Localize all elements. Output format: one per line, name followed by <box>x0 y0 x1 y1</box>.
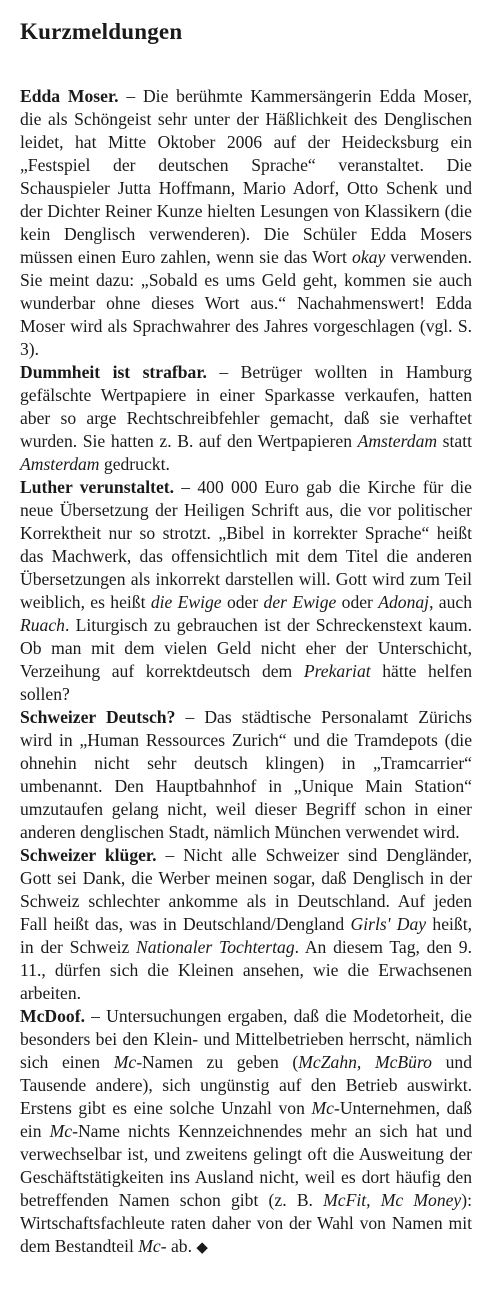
article-emphasis: Amsterdam <box>20 454 100 474</box>
article-text: ): Wirtschaftsfachleute raten daher von der Wahl von Namen mit dem Bestandteil <box>20 1190 472 1256</box>
article-text: – Betrüger wollten in Hamburg gefälschte Wertpapiere in einer Sparkasse verkaufen, hatten aber so arge Rechtschreibfehler gemacht, daß sie verhaftet wurden. Sie hatten z. B. auf den Wertpapieren <box>20 362 472 451</box>
article-text: – Untersuchungen ergaben, daß die Modetorheit, die besonders bei den Klein- und Mittelbetrieben herrscht, nämlich sich einen <box>20 1006 472 1072</box>
article-emphasis: der Ewige <box>263 592 337 612</box>
page-title: Kurzmeldungen <box>20 19 183 44</box>
article-text: -Unternehmen, daß ein <box>20 1098 473 1141</box>
article-text: verwenden. Sie meint dazu: „Sobald es ums Geld geht, kommen sie auch wunderbar ohne dieses Wort aus.“ Nachahmenswert! Edda Moser wird als Sprachwahrer des Jahres vorgeschlagen (vgl. S. 3). <box>20 247 472 359</box>
article-emphasis: Ruach <box>20 615 65 635</box>
end-mark-icon: ◆ <box>196 1240 208 1256</box>
article-luther <box>20 476 472 706</box>
article-emphasis: Mc <box>49 1121 73 1141</box>
article-headline: Edda Moser. <box>20 86 119 106</box>
article-text: , auch <box>429 592 473 612</box>
article-text: oder <box>221 592 264 612</box>
article-headline: Luther verunstaltet. <box>20 477 175 497</box>
article-text: und Tausende andere), sich ungünstig auf den Betrieb auswirkt. Erstens gibt es eine solche Unzahl von <box>20 1052 473 1118</box>
article-text: – Die berühmte Kammersängerin Edda Moser, die als Schöngeist sehr unter der Häßlichkeit des Denglischen leidet, hat Mitte Oktober 2006 auf der Heidecksburg ein „Festspiel der deutschen Sprache“ veranstaltet. Die Schauspieler Jutta Hoffmann, Mario Adorf, Otto Schenk und der Dichter Reiner Kunze hielten Lesungen von Klassikern (die kein Denglisch verwenderen). Die Schüler Edda Mosers müssen einen Euro zahlen, wenn sie das Wort <box>20 86 472 267</box>
article-text: gedruckt. <box>99 454 170 474</box>
article-emphasis: Mc <box>311 1098 334 1118</box>
article-emphasis: McFit, Mc Money <box>323 1190 462 1210</box>
article-text: . An diesem Tag, den 9. 11., dürfen sich die Kleinen ansehen, wie die Erwachsenen arbeiten. <box>20 937 472 1003</box>
article-mcdoof <box>20 1005 472 1260</box>
article-text: . Liturgisch zu gebrauchen ist der Schreckenstext kaum. Ob man mit dem vielen Geld nicht eher der Unterschicht, Verzeihung auf korrektdeutsch dem <box>20 615 472 681</box>
article-schweizer-deutsch <box>20 706 472 844</box>
article-emphasis: Prekariat <box>303 661 371 681</box>
article-text: oder <box>336 592 379 612</box>
article-text: -Namen zu geben ( <box>136 1052 299 1072</box>
article-headline: McDoof. <box>20 1006 85 1026</box>
article-emphasis: die Ewige <box>150 592 222 612</box>
article-text: statt <box>437 431 473 451</box>
article-text: – Nicht alle Schweizer sind Dengländer, Gott sei Dank, die Werber meinen sogar, daß Denglisch in der Schweiz schlechter ankomme als in Deutschland. Auf jeden Fall heißt das, was in Deutschland/Dengland <box>20 845 473 934</box>
article-text: - ab. <box>160 1236 197 1256</box>
article-edda-moser <box>20 85 472 361</box>
article-emphasis: Nationaler Tochtertag <box>136 937 295 957</box>
article-emphasis: Adonaj <box>378 592 430 612</box>
article-emphasis: Mc <box>113 1052 137 1072</box>
article-dummheit <box>20 361 472 476</box>
article-schweizer-klueger <box>20 844 472 1005</box>
article-emphasis: Mc <box>138 1236 161 1256</box>
article-emphasis: McZahn, McBüro <box>298 1052 432 1072</box>
article-text: heißt, in der Schweiz <box>20 914 472 957</box>
article-headline: Schweizer klüger. <box>20 845 157 865</box>
document-page <box>20 18 472 1260</box>
article-text: – Das städtische Personalamt Zürichs wird in „Human Ressources Zurich“ und die Tramdepots (die ohnehin nicht sehr deutsch klingen) in „Tramcarrier“ umbenannt. Den Hauptbahnhof in „Unique Main Station“ umzutaufen gelang nicht, weil dieser Begriff schon in einer anderen denglischen Stadt, nämlich München verwendet wird. <box>20 707 473 842</box>
article-emphasis: Girls' Day <box>350 914 427 934</box>
article-text: -Name nichts Kennzeichnendes mehr an sich hat und verwechselbar ist, und zweitens gelingt oft die Ausweitung der Geschäftstätigkeiten ins Ausland nicht, weil es dort häufig den betreffenden Namen schon gibt (z. B. <box>20 1121 472 1210</box>
article-headline: Schweizer Deutsch? <box>20 707 176 727</box>
article-emphasis: Amsterdam <box>357 431 438 451</box>
article-text: hätte helfen sollen? <box>20 661 473 704</box>
article-headline: Dummheit ist strafbar. <box>20 362 207 382</box>
article-text: – 400 000 Euro gab die Kirche für die neue Übersetzung der Heiligen Schrift aus, die vor politischer Korrektheit nur so strotzt. „Bibel in korrekter Sprache“ heißt das Machwerk, das offensichtlich mit dem Titel die anderen Übersetzungen als inkorrekt darstellen will. Gott wird zum Teil weiblich, es heißt <box>20 477 472 612</box>
article-emphasis: okay <box>352 247 386 267</box>
